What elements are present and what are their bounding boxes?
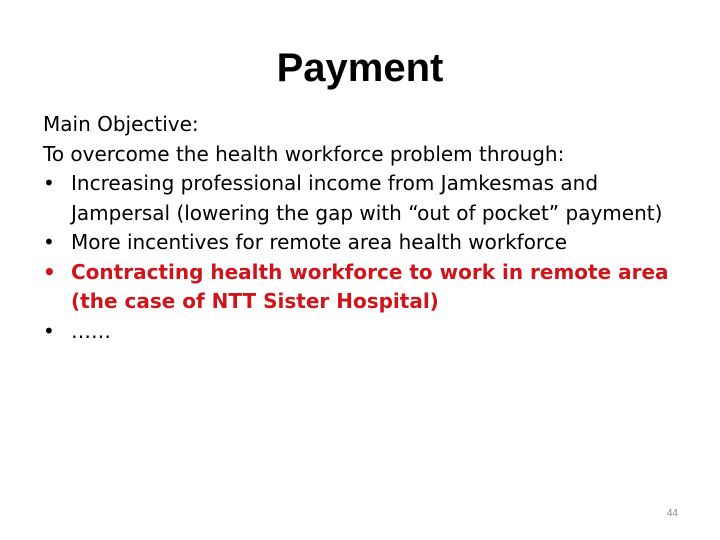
bullet-icon: • <box>43 230 55 254</box>
page-number: 44 <box>666 508 678 519</box>
bullet-item-ellipsis <box>43 317 683 347</box>
bullet-text: More incentives for remote area health workforce <box>71 230 568 254</box>
bullet-item-income <box>43 169 683 228</box>
objective-lead: To overcome the health workforce problem through: <box>43 141 565 166</box>
bullet-icon: • <box>43 259 56 284</box>
bullet-text: Increasing professional income from Jamkesmas and Jampersal (lowering the gap with “out of pocket” payment) <box>71 171 663 225</box>
slide-body <box>43 110 683 346</box>
bullet-list <box>43 169 683 346</box>
bullet-item-contracting <box>43 258 683 317</box>
bullet-text: …… <box>71 318 111 343</box>
bullet-icon: • <box>43 171 55 195</box>
slide-title: Payment <box>276 46 444 90</box>
bullet-item-incentives <box>43 228 683 258</box>
objective-heading: Main Objective: <box>43 112 199 136</box>
bullet-icon: • <box>43 318 55 343</box>
bullet-text-emphasized: Contracting health workforce to work in remote area (the case of NTT Sister Hospital) <box>71 259 669 313</box>
